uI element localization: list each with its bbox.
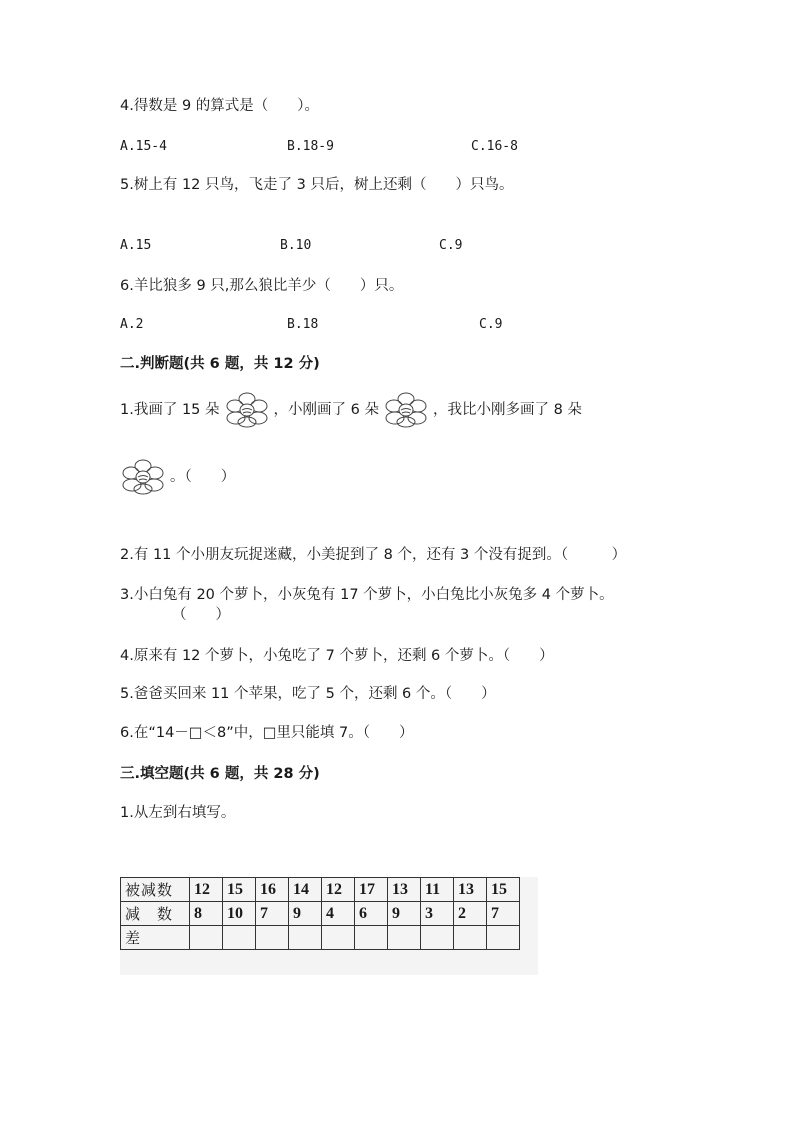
table-cell: 7 [256,902,289,926]
row-subtrahend-label: 减 数 [121,902,190,926]
judge-question-1-cont [120,457,235,497]
section-3-title: 三.填空题(共 6 题，共 28 分) [120,766,320,782]
row-minuend [121,878,520,902]
judge-question-1 [120,390,582,430]
table-cell[interactable] [289,926,322,950]
flower-icon [383,390,429,430]
judge-q1-part4: 。（ ） [170,469,236,485]
table-cell[interactable] [355,926,388,950]
judge-question-5: 5.爸爸买回来 11 个苹果，吃了 5 个，还剩 6 个。（ ） [120,686,496,702]
subtraction-table [120,877,520,950]
row-difference-label: 差 [121,926,190,950]
table-cell: 9 [289,902,322,926]
table-cell: 13 [388,878,421,902]
table-cell[interactable] [421,926,454,950]
row-subtrahend [121,902,520,926]
q4-option-b[interactable]: B.18-9 [287,139,334,154]
q5-option-a[interactable]: A.15 [120,238,152,253]
q6-option-b[interactable]: B.18 [287,317,319,332]
judge-question-4: 4.原来有 12 个萝卜，小兔吃了 7 个萝卜，还剩 6 个萝卜。（ ） [120,648,554,664]
judge-q1-part2: ，小刚画了 6 朵 [273,402,379,418]
flower-icon [120,457,166,497]
table-cell: 9 [388,902,421,926]
question-4: 4.得数是 9 的算式是（ ）。 [120,98,320,114]
table-cell: 7 [487,902,520,926]
table-cell: 15 [487,878,520,902]
table-cell: 14 [289,878,322,902]
table-cell: 11 [421,878,454,902]
table-cell[interactable] [454,926,487,950]
table-cell: 16 [256,878,289,902]
table-cell[interactable] [256,926,289,950]
table-cell[interactable] [223,926,256,950]
table-cell: 4 [322,902,355,926]
table-cell: 15 [223,878,256,902]
q4-option-c[interactable]: C.16-8 [471,139,518,154]
section-2-title: 二.判断题(共 6 题，共 12 分) [120,356,320,372]
judge-question-2: 2.有 11 个小朋友玩捉迷藏，小美捉到了 8 个，还有 3 个没有捉到。（ ） [120,547,627,563]
q6-option-a[interactable]: A.2 [120,317,144,332]
table-cell: 12 [190,878,223,902]
table-cell: 8 [190,902,223,926]
table-cell[interactable] [487,926,520,950]
table-cell[interactable] [190,926,223,950]
flower-icon [224,390,270,430]
q5-option-c[interactable]: C.9 [439,238,463,253]
table-cell[interactable] [322,926,355,950]
table-cell: 12 [322,878,355,902]
question-6: 6.羊比狼多 9 只,那么狼比羊少（ ）只。 [120,278,404,294]
judge-q1-part3: ，我比小刚多画了 8 朵 [432,402,582,418]
table-cell: 10 [223,902,256,926]
row-minuend-label: 被减数 [121,878,190,902]
table-cell: 13 [454,878,487,902]
row-difference [121,926,520,950]
q5-option-b[interactable]: B.10 [280,238,312,253]
judge-question-3: 3.小白兔有 20 个萝卜，小灰兔有 17 个萝卜，小白兔比小灰兔多 4 个萝卜。 [120,587,614,603]
table-cell[interactable] [388,926,421,950]
judge-q1-part1: 1.我画了 15 朵 [120,402,220,418]
question-5: 5.树上有 12 只鸟，飞走了 3 只后，树上还剩（ ）只鸟。 [120,177,514,193]
judge-question-6: 6.在“14－□＜8”中，□里只能填 7。（ ） [120,725,414,741]
judge-question-3-bracket: （ ） [172,607,230,623]
table-cell: 2 [454,902,487,926]
q6-option-c[interactable]: C.9 [479,317,503,332]
q4-option-a[interactable]: A.15-4 [120,139,167,154]
table-cell: 6 [355,902,388,926]
table-cell: 17 [355,878,388,902]
table-cell: 3 [421,902,454,926]
fill-question-1: 1.从左到右填写。 [120,805,236,821]
